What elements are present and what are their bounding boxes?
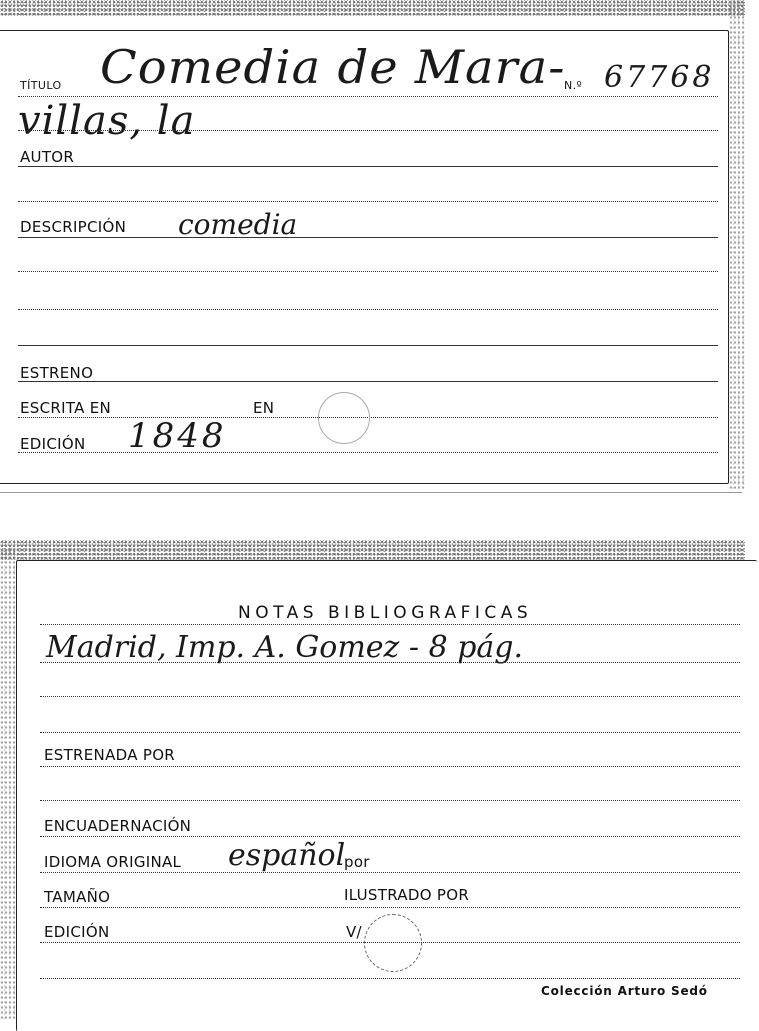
- notas-rule-2: [40, 662, 740, 663]
- descripcion-value: comedia: [178, 208, 298, 241]
- edicion-rule: [18, 452, 718, 453]
- punch-hole-mark: [364, 914, 422, 972]
- escrita-en-label: ESCRITA EN: [20, 399, 112, 417]
- punch-hole-mark: [318, 392, 370, 444]
- titulo-rule-2: [18, 130, 718, 131]
- edicion-label: EDICIÓN: [44, 923, 110, 941]
- en-label: EN: [253, 399, 275, 417]
- autor-label: AUTOR: [20, 148, 75, 166]
- autor-rule: [18, 166, 718, 167]
- titulo-value-line2: villas, la: [18, 98, 196, 144]
- autor-rule-2: [18, 201, 718, 202]
- edicion-label: EDICIÓN: [20, 435, 86, 453]
- titulo-label: TÍTULO: [20, 79, 62, 92]
- titulo-value-line1: Comedia de Mara-: [100, 41, 566, 95]
- scan-edge-left: [0, 550, 16, 1020]
- notas-value: Madrid, Imp. A. Gomez - 8 pág.: [46, 630, 524, 665]
- notas-heading: NOTAS BIBLIOGRAFICAS: [238, 603, 533, 623]
- encuadernacion-rule: [40, 836, 740, 837]
- idioma-label: IDIOMA ORIGINAL: [44, 853, 182, 871]
- tamano-rule: [40, 907, 740, 908]
- edicion-value: 1848: [128, 416, 227, 456]
- estreno-label: ESTRENO: [20, 364, 94, 382]
- catalog-card-front: [0, 0, 745, 492]
- catalog-card-back: [0, 540, 745, 1028]
- card-separator: [0, 492, 742, 493]
- estreno-rule: [18, 381, 718, 382]
- idioma-rule: [40, 872, 740, 873]
- idioma-value: español: [228, 838, 346, 873]
- ilustrado-label: ILUSTRADO POR: [344, 886, 470, 904]
- numero-label: N.º: [564, 79, 583, 92]
- tamano-label: TAMAÑO: [44, 888, 111, 906]
- collection-credit: Colección Arturo Sedó: [541, 984, 708, 998]
- encuadernacion-label: ENCUADERNACIÓN: [44, 817, 192, 835]
- scan-edge-top: [0, 0, 745, 16]
- por-label: por: [344, 853, 370, 871]
- notas-rule-4: [40, 732, 740, 733]
- blank-rule-2: [18, 309, 718, 310]
- scan-edge-right: [729, 0, 745, 490]
- descripcion-rule: [18, 237, 718, 238]
- bottom-rule: [40, 978, 740, 979]
- estrenada-rule: [40, 766, 740, 767]
- blank-rule: [40, 800, 740, 801]
- blank-rule-3: [18, 345, 718, 346]
- notas-rule-3: [40, 696, 740, 697]
- va-label: V/: [346, 923, 362, 941]
- estrenada-por-label: ESTRENADA POR: [44, 746, 176, 764]
- blank-rule-1: [18, 271, 718, 272]
- descripcion-label: DESCRIPCIÓN: [20, 218, 127, 236]
- notas-rule-1: [40, 624, 740, 625]
- scan-edge-top: [0, 540, 745, 560]
- numero-value: 67768: [604, 60, 715, 95]
- titulo-rule: [18, 96, 718, 97]
